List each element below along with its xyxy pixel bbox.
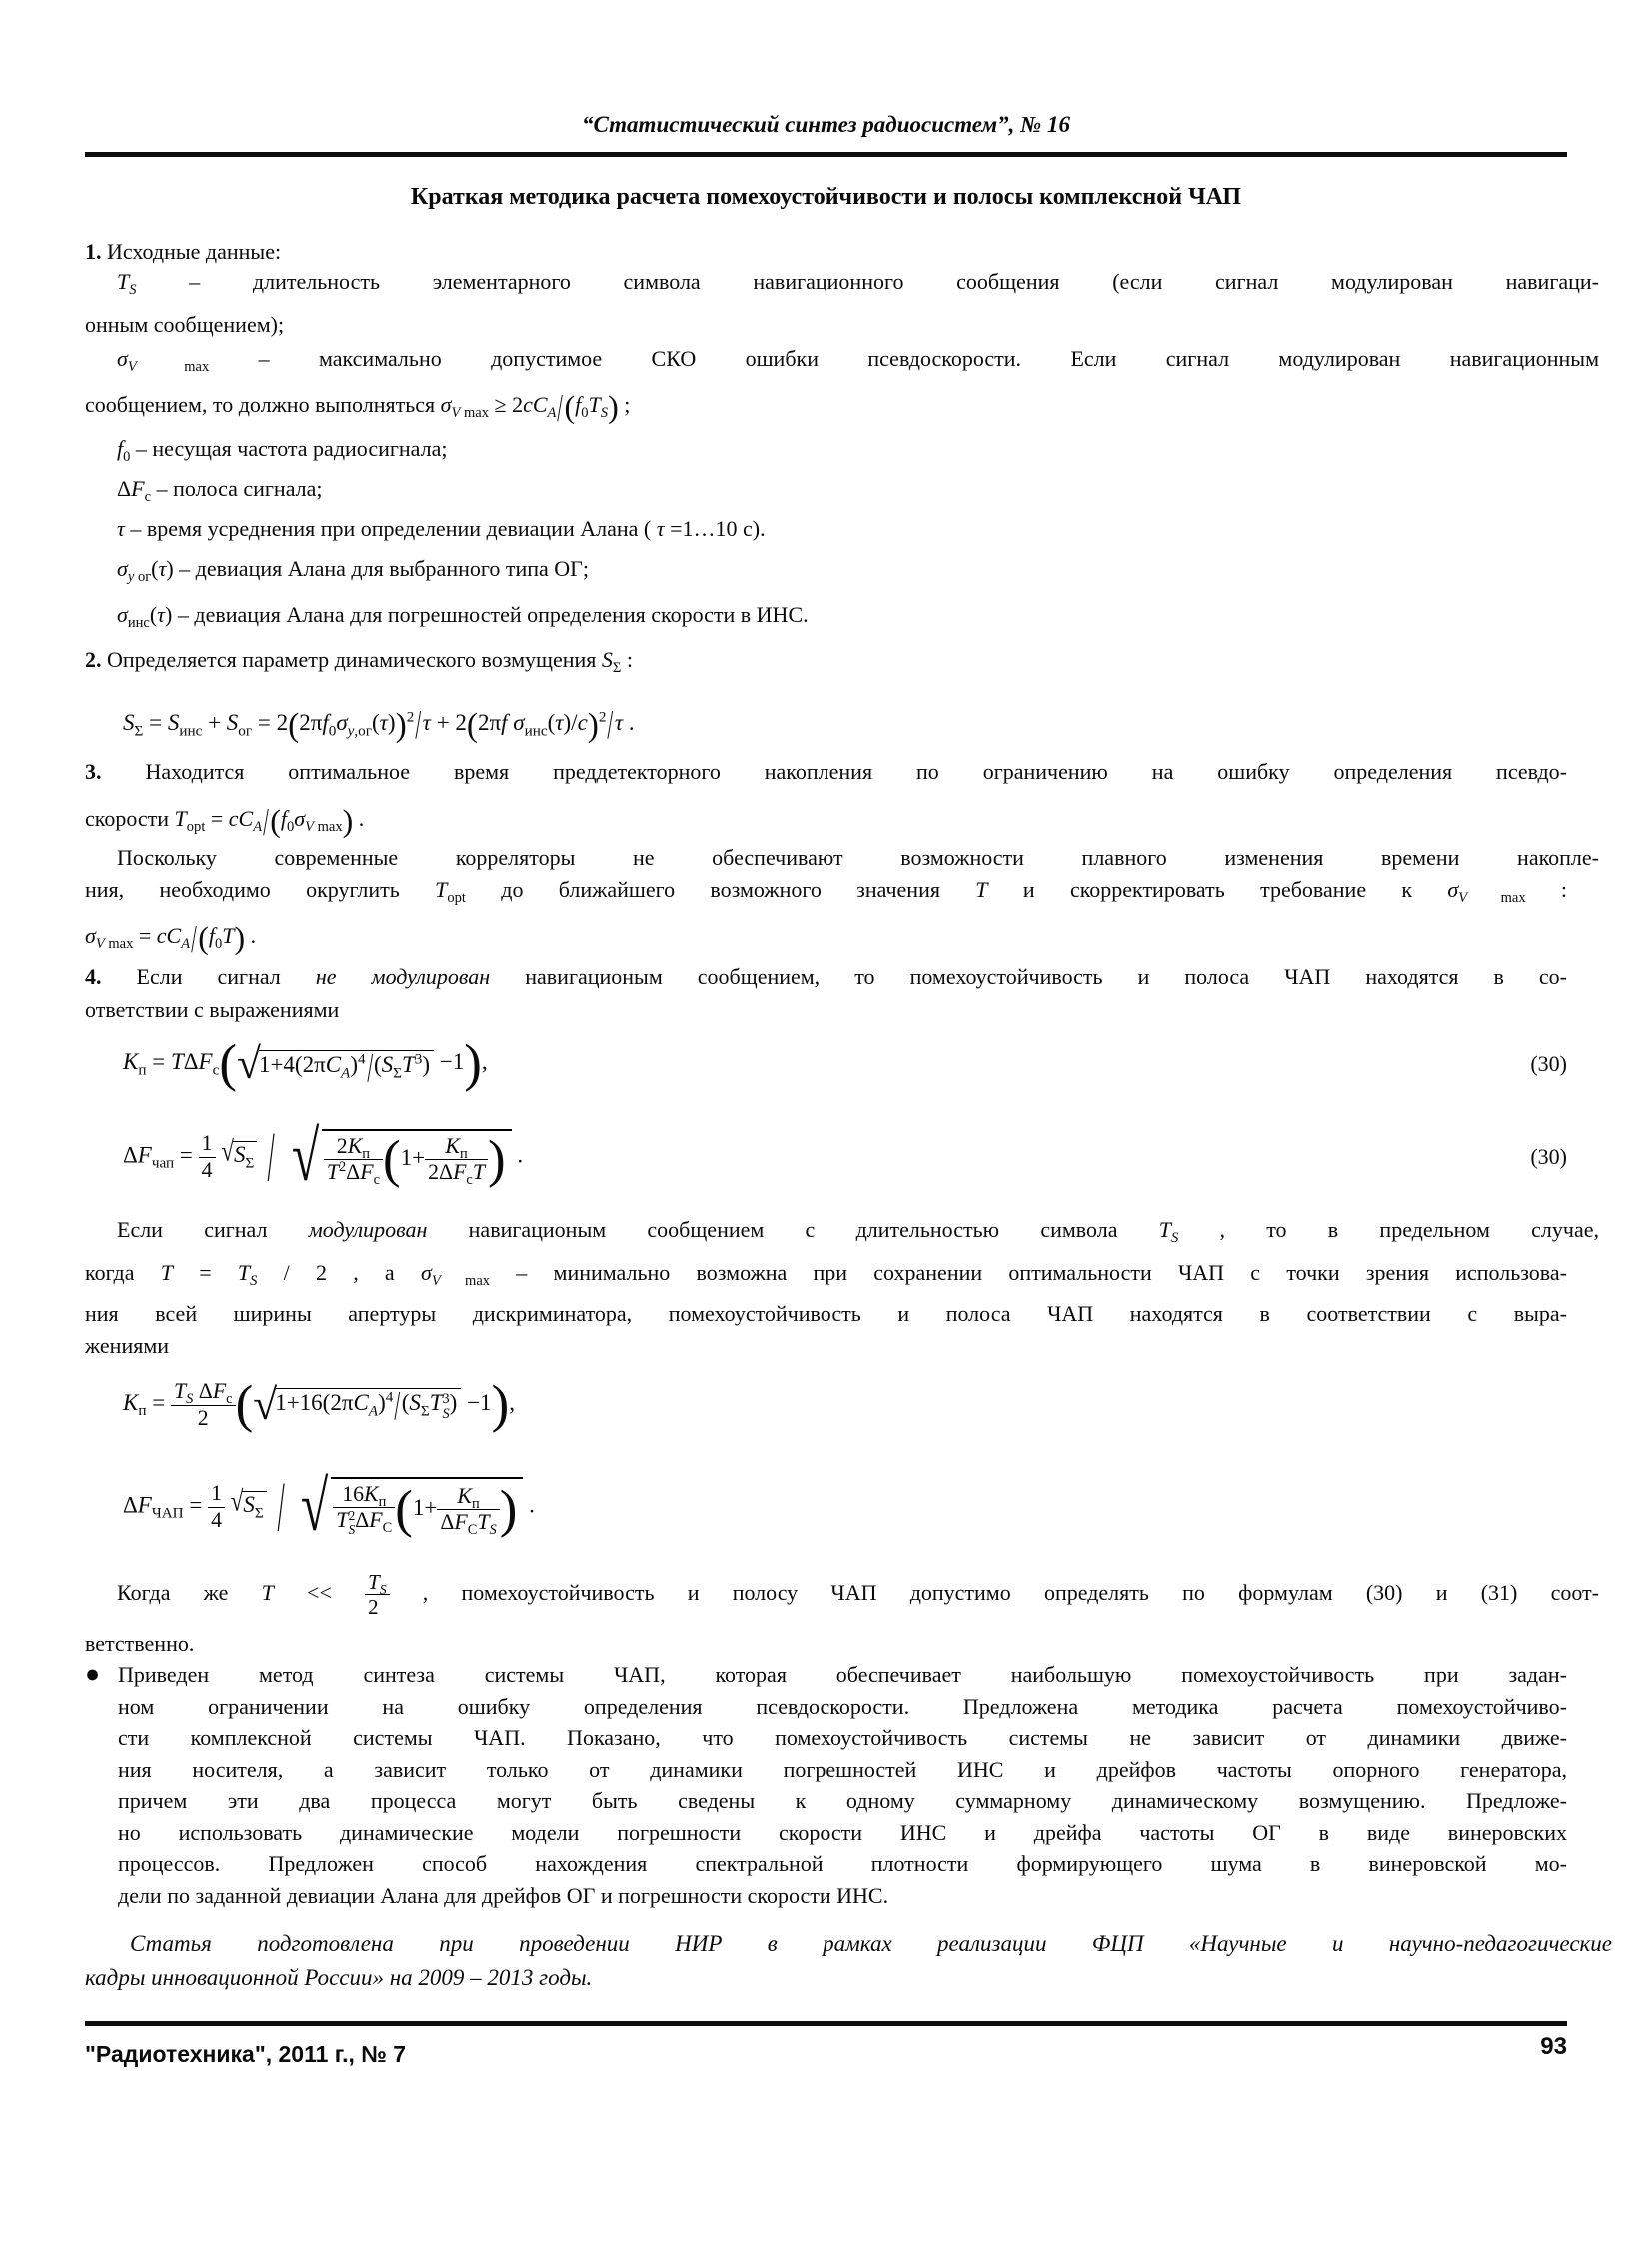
def-f0: $f_0$ – несущая частота радиосигнала;	[117, 436, 448, 466]
footer-row	[85, 2033, 1567, 2068]
para-correlators-line-1: Поскольку современные корреляторы не обеспечивают возможности плавного изменения времени накопле-	[117, 845, 1599, 870]
equation-30b-formula: $\Delta F_{чап}$ = $\frac{1}{4}$ $√S_\Sigma$ / √ $2K_п$ $T^2\Delta F_c$ (1+ $K_п$ $2\Delta F_cT$ ) .	[123, 1118, 524, 1196]
page-number: 93	[1540, 2033, 1567, 2060]
funding-note-line-2: кадры инновационной России» на 2009 – 2013 годы.	[85, 1965, 593, 1990]
abstract-text	[118, 1659, 1567, 1911]
abstract-line-5: причем эти два процесса могут быть сведены к одному суммарному динамическому возмущению. Предложе-	[118, 1788, 1567, 1813]
equation-s-sigma	[85, 690, 1567, 756]
item-4-line-2: ответствии с выражениями	[85, 997, 340, 1022]
abstract-bullet-block	[85, 1659, 1567, 1911]
equation-31a-row	[85, 1359, 1567, 1451]
abstract-line-2: ном ограничении на ошибку определения псевдоскорости. Предложена методика расчета помехоустойчиво-	[118, 1693, 1567, 1719]
equation-30a-row	[85, 1022, 1567, 1106]
def-ts-line-2: онным сообщением);	[85, 312, 285, 337]
journal-header: “Статистический синтез радиосистем”, № 16	[582, 112, 1070, 137]
para-modulated-line-2: когда $T = T_S / 2$ , а $\sigma_V$ $_{max}$ – минимально возможна при сохранении оптимальности ЧАП с точки зрения использова-	[85, 1260, 1567, 1290]
abstract-line-6: но использовать динамические модели погрешности скорости ИНС и дрейфа частоты ОГ в виде винеровских	[118, 1819, 1567, 1845]
footer-rule	[85, 2021, 1567, 2026]
item-3-line-1: 3. Находится оптимальное время преддетекторного накопления по ограничению на ошибку определения псевдо-	[85, 759, 1567, 784]
def-tau: τ – время усреднения при определении девиации Алана ( τ =1…10 с).	[117, 516, 766, 541]
equation-s-sigma-formula: $S_\Sigma = S_{инс} + S_{ог} = 2(2\pi f_0\sigma_{y,ог}(\tau))^2/\tau + 2(2\pi f$ $\sigma_{инс}(\tau)/c)^2/\tau$ .	[123, 702, 635, 748]
para-kogda-line-1: Когда же T << $\frac{T_S}{2}$ , помехоустойчивость и полосу ЧАП допустимо определять по формулам (30) и (31) соот-	[117, 1570, 1599, 1620]
def-sigma-vmax-line-1: $\sigma_V$ $_{max}$ – максимально допустимое СКО ошибки псевдоскорости. Если сигнал модулирован навигационным	[117, 346, 1599, 376]
item-3-line-2: скорости $T_{opt} = cC_A/(f_0\sigma_V$ $_{max}$) .	[85, 798, 365, 844]
def-delta-fc: $\Delta F_c$ – полоса сигнала;	[117, 476, 323, 506]
def-sigma-og: $\sigma_y$ $_{ог}$(τ) – девиация Алана для выбранного типа ОГ;	[117, 556, 589, 586]
equation-31b-row	[85, 1454, 1567, 1560]
equation-30b-number: (30)	[1530, 1144, 1567, 1169]
abstract-line-3: сти комплексной системы ЧАП. Показано, что помехоустойчивость системы не зависит от динамики движе-	[118, 1725, 1567, 1750]
para-modulated-line-3: ния всей ширины апертуры дискриминатора, помехоустойчивость и полоса ЧАП находятся в соответствии с выра-	[85, 1301, 1567, 1326]
funding-note-line-1: Статья подготовлена при проведении НИР в рамках реализации ФЦП «Научные и научно-педагогические	[130, 1931, 1612, 1956]
equation-30b-row	[85, 1106, 1567, 1209]
equation-31a-formula: $K_п$ = $T_S$ $\Delta F_c$ 2 ($√1+16(2\pi C_A)^4/(S_\Sigma T$ 3 S ) −1),	[123, 1376, 515, 1434]
para-correlators-line-2: ния, необходимо округлить $T_{opt}$ до ближайшего возможного значения T и скорректировать требование к $\sigma_V$ $_{max}$ :	[85, 877, 1568, 907]
item-4-line-1: 4. Если сигнал не модулирован навигационым сообщением, то помехоустойчивость и полоса ЧАП находятся в со-	[85, 964, 1568, 989]
header-rule	[85, 152, 1567, 157]
footer-journal: "Радиотехника", 2011 г., № 7	[85, 2041, 407, 2067]
abstract-line-7: процессов. Предложен способ нахождения спектральной плотности формирующего шума в винеровской мо-	[118, 1851, 1567, 1876]
item-1-heading: 1. Исходные данные:	[85, 239, 282, 264]
abstract-line-1: Приведен метод синтеза системы ЧАП, которая обеспечивает наибольшую помехоустойчивость при задан-	[118, 1662, 1567, 1687]
equation-30a-number: (30)	[1530, 1051, 1567, 1076]
bullet-icon: ●	[85, 1661, 101, 1688]
abstract-line-8: дели по заданной девиации Алана для дрейфов ОГ и погрешности скорости ИНС.	[118, 1882, 889, 1908]
para-modulated-line-1: Если сигнал модулирован навигационым сообщением с длительностью символа $T_S$ , то в предельном случае,	[117, 1217, 1600, 1247]
def-sigma-ins: $\sigma_{инс}(\tau)$ – девиация Алана для погрешностей определения скорости в ИНС.	[117, 602, 809, 632]
item-2-heading: 2. Определяется параметр динамического возмущения $S_\Sigma$ :	[85, 647, 633, 677]
para-modulated-line-4: жениями	[85, 1333, 170, 1358]
abstract-line-4: ния носителя, а зависит только от динамики погрешностей ИНС и дрейфов частоты опорного генератора,	[118, 1756, 1567, 1782]
article-title: Краткая методика расчета помехоустойчивости и полосы комплексной ЧАП	[410, 184, 1242, 210]
def-sigma-vmax-line-2: сообщением, то должно выполняться $\sigma_V$ $_{max} \ge 2cC_A/(f_0T_S)$ ;	[85, 384, 631, 430]
para-kogda-line-2: ветственно.	[85, 1631, 195, 1656]
equation-30a-formula: $K_п = T\Delta F_c(√1+4(2\pi C_A)^4/(S_\Sigma T^3) -1)$,	[123, 1035, 488, 1094]
sigma-vmax-corrected-formula: $\sigma_V$ $_{max} = cC_A/(f_0T)$ .	[85, 915, 257, 961]
equation-31b-formula: $\Delta F_{ЧАП}$ = $\frac{1}{4}$ $√S_\Sigma$ / √ $16K_п$ T 2 S $\Delta F_C$ (1+ $K_п$ $\Delta F_CT_S$ ) .	[123, 1467, 535, 1546]
def-ts-line-1: $T_S$ – длительность элементарного символа навигационного сообщения (если сигнал модулирован навигаци-	[117, 269, 1599, 299]
